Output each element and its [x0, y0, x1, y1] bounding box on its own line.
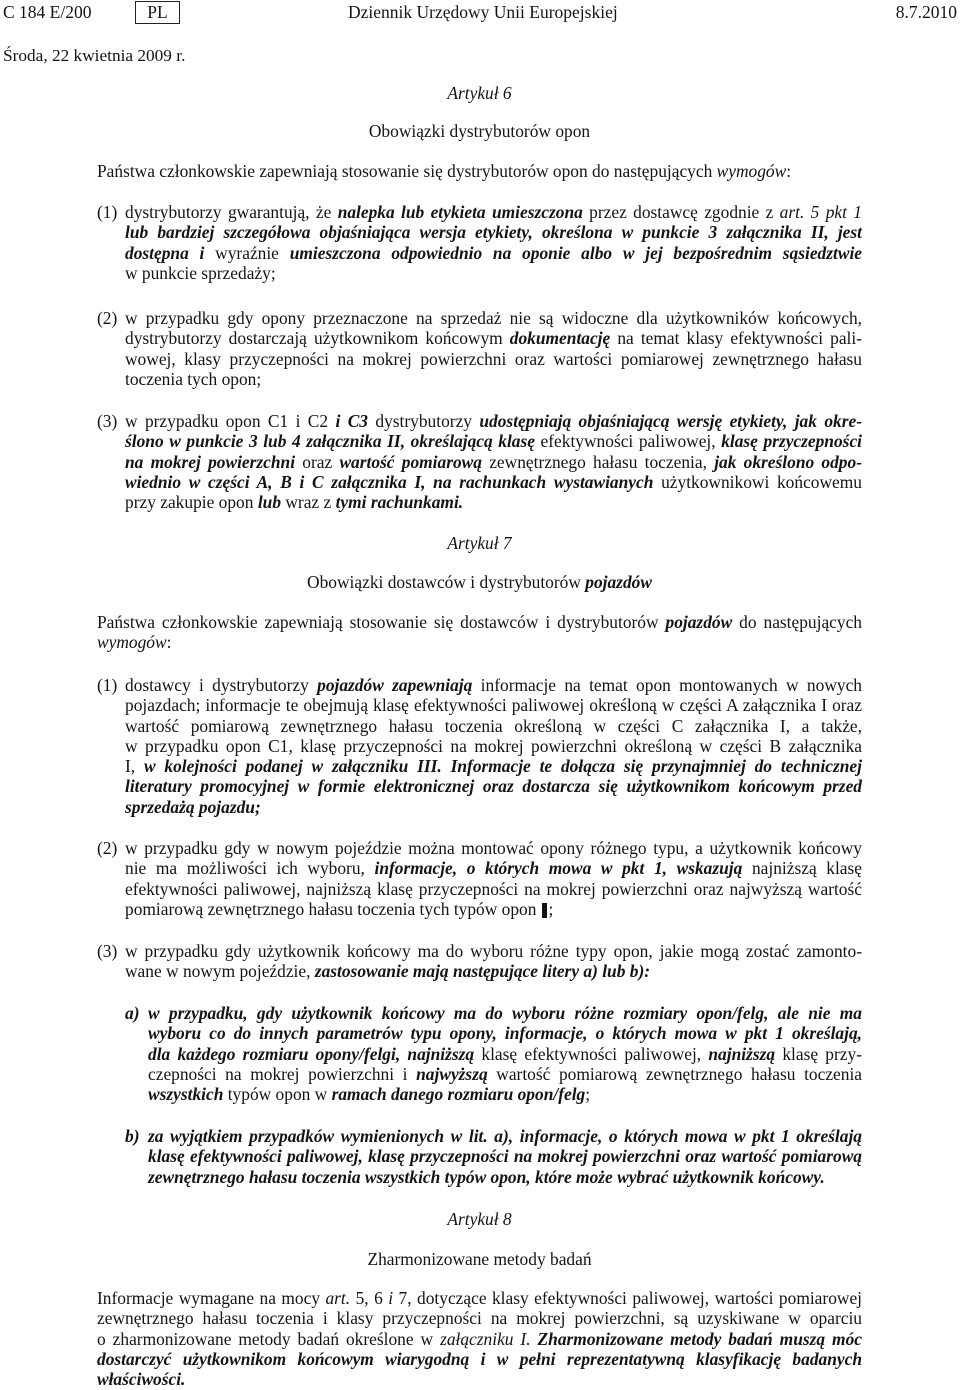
text-line [125, 675, 862, 695]
subitem-text [148, 1003, 862, 1104]
text-run: art. 5 pkt 1 [779, 202, 862, 222]
item-text [125, 308, 862, 389]
text-run: Państwa członkowskie zapewniają stosowanie się dystrybutorów opon do następujących [97, 161, 717, 181]
text-line [125, 328, 862, 348]
item-number: (2) [97, 838, 118, 858]
text-run: wymogów [97, 632, 167, 653]
text-run: w kolejności podanej w załączniku III. Informacje te dołącza się przynajmniej do technicznej [143, 756, 862, 777]
text-run: najniższą klasę [742, 858, 863, 879]
text-run: ; [585, 1084, 591, 1105]
text-run: w przypadku opon C1 i C2 [125, 411, 336, 431]
item-text [125, 202, 862, 283]
text-run: załączniku I. [440, 1328, 531, 1349]
text-run: wane w nowym pojeździe, [125, 961, 315, 982]
text-line [97, 1369, 862, 1389]
item-number: (1) [97, 675, 118, 695]
text-line [125, 411, 862, 431]
text-line [97, 121, 862, 141]
item-text [125, 411, 862, 512]
article-6-label: Artykuł 6 [447, 83, 512, 103]
item-number: (2) [97, 308, 118, 328]
text-line [148, 1126, 862, 1146]
text-run: I, [125, 756, 144, 777]
text-run: na temat klasy efektywności pali- [610, 328, 862, 349]
article-8-label: Artykuł 8 [447, 1209, 512, 1229]
text-run: oraz [295, 451, 340, 472]
text-line [125, 961, 862, 981]
text-line [97, 612, 862, 632]
text-line [148, 1146, 862, 1166]
text-line [97, 1249, 862, 1269]
text-run: ramach danego rozmiaru opon/felg [331, 1084, 586, 1105]
article-7-item-1 [97, 675, 862, 817]
article-6-item-2 [97, 308, 862, 389]
text-run: w punkcie sprzedaży; [125, 262, 276, 283]
text-run: w przypadku gdy opony przeznaczone na sprzedaż nie są widoczne dla użytkowników końcowych, [125, 308, 862, 328]
text-line [125, 243, 862, 263]
text-run: klasę przy- [775, 1043, 862, 1064]
text-run: i [388, 1288, 394, 1308]
text-line [125, 899, 862, 919]
journal-title: Dziennik Urzędowy Unii Europejskiej [348, 2, 618, 22]
text-line [125, 879, 862, 899]
text-run: zastosowanie mają następujące litery a) lub b): [314, 961, 651, 982]
text-run: pojazdów zapewniają [317, 675, 473, 695]
text-line [148, 1064, 862, 1084]
subitem-label: a) [125, 1003, 140, 1023]
text-run: jak określono odpo- [714, 451, 862, 472]
deletion-marker-icon [542, 903, 547, 918]
text-run: efektywności paliwowej, [534, 431, 722, 452]
text-run: udostępniają objaśniającą wersję etykiety, jak okre- [479, 411, 862, 431]
text-run: dokumentację [509, 328, 611, 349]
text-run: informacje, o których mowa w pkt 1, wskazują [374, 858, 743, 879]
article-7-subitem-a [125, 1003, 862, 1104]
text-run: przy zakupie opon [125, 492, 258, 513]
text-run: na mokrej powierzchni [125, 451, 296, 472]
text-run: nie ma możliwości ich wyboru, [125, 858, 375, 879]
text-line [125, 797, 862, 817]
text-run: lub [257, 492, 282, 513]
text-line [125, 263, 862, 283]
text-line [125, 349, 862, 369]
text-run: Informacje wymagane na mocy [97, 1288, 326, 1308]
text-run: Obowiązki dystrybutorów opon [368, 121, 591, 141]
subitem-text [148, 1126, 862, 1187]
item-number: (1) [97, 202, 118, 222]
text-run: umieszczona odpowiednio na oponie albo w jej bezpośrednim sąsiedztwie [289, 242, 862, 263]
text-run: do następujących [732, 612, 862, 632]
text-line [97, 632, 862, 652]
text-run: wartość pomiarową zewnętrznego hałasu toczenia [487, 1063, 862, 1084]
text-line [125, 369, 862, 389]
text-line [148, 1167, 862, 1187]
text-run: literatury promocyjnej w formie elektronicznej oraz dostarcza się użytkownikom końcowym przed [125, 776, 862, 797]
text-line [97, 1308, 862, 1328]
text-run: nalepka lub etykieta umieszczona [337, 202, 583, 222]
article-7-intro [97, 612, 862, 653]
text-run: najniższą [708, 1043, 776, 1064]
text-run: Państwa członkowskie zapewniają stosowanie się dostawców i dystrybutorów [97, 612, 666, 632]
text-line [125, 308, 862, 328]
text-run: pojazdów [665, 612, 733, 632]
text-run: wartość pomiarową [339, 451, 482, 472]
text-run: dystrybutorzy gwarantują, że [125, 202, 338, 222]
text-run: wraz z [281, 492, 336, 513]
text-run: wartość pomiarową zewnętrznego hałasu toczenia określoną w części C załącznika I, a także, [125, 715, 862, 736]
text-run: w przypadku, gdy użytkownik końcowy ma do wyboru różne rozmiary opon/felg, ale nie ma [148, 1003, 862, 1023]
text-run: efektywności paliwowej, najniższą klasę przyczepności na mokrej powierzchni oraz najwyższą wartość [125, 878, 862, 899]
text-run: wowej, klasy przyczepności na mokrej powierzchni oraz wartości pomiarowej zewnętrznego hałasu [125, 348, 862, 369]
text-run: o zharmonizowane metody badań określone w [97, 1328, 441, 1349]
text-line [97, 1349, 862, 1369]
text-run: klasę przyczepności [721, 431, 862, 452]
text-run: tymi rachunkami. [335, 492, 464, 513]
text-run: dostępna i [125, 242, 205, 263]
article-6-item-1 [97, 202, 862, 283]
text-run: : [786, 161, 792, 181]
text-line [148, 1023, 862, 1043]
text-line [125, 492, 862, 512]
text-run: dystrybutorzy dostarczają użytkownikom końcowym [125, 328, 510, 349]
text-run: art. [325, 1288, 351, 1308]
item-number: (3) [97, 411, 118, 431]
article-7-item-3 [97, 941, 862, 982]
text-run: Zharmonizowane metody badań muszą móc [530, 1328, 862, 1349]
article-6-intro [97, 161, 862, 181]
item-text [125, 838, 862, 919]
text-run: lub bardziej szczegółowa objaśniająca wersja etykiety, określona w punkcie 3 załącznika II, jest [125, 222, 862, 243]
text-run: klasę efektywności paliwowej, [474, 1043, 709, 1064]
article-8-paragraph [97, 1288, 862, 1389]
text-run: pomiarową zewnętrznego hałasu toczenia tych typów opon [125, 898, 537, 919]
sitting-date: Środa, 22 kwietnia 2009 r. [3, 46, 186, 65]
text-run: informacje na temat opon montowanych w nowych [472, 675, 862, 695]
text-run: sprzedażą pojazdu; [125, 796, 261, 817]
text-run: zewnętrznego hałasu toczenia, [481, 451, 715, 472]
article-7-item-2 [97, 838, 862, 919]
text-run: toczenia tych opon; [125, 368, 262, 389]
publication-date: 8.7.2010 [895, 2, 957, 22]
text-line [148, 1003, 862, 1023]
text-run: dostawcy i dystrybutorzy [125, 675, 318, 695]
subitem-label: b) [125, 1126, 140, 1146]
item-text [125, 941, 862, 982]
text-line [125, 776, 862, 796]
text-line [125, 756, 862, 776]
text-run: dla każdego rozmiaru opony/felgi, najniższą [148, 1043, 475, 1064]
text-line [97, 161, 862, 181]
text-run: ślono w punkcie 3 lub 4 załącznika II, określającą klasę [125, 431, 535, 452]
text-line [125, 202, 862, 222]
text-run: wiednio w części A, B i C załącznika I, na rachunkach wystawianych [125, 471, 654, 492]
text-run: w przypadku opon C1, klasę przyczepności na mokrej powierzchni określoną w części B załącznika [125, 735, 862, 756]
text-line [125, 472, 862, 492]
text-run: pojazdach; informacje te obejmują klasę efektywności paliwowej określoną w części A załącznika I oraz [125, 695, 862, 716]
article-8-heading [97, 1249, 862, 1269]
text-run: : [166, 632, 172, 653]
text-run: przez dostawcę zgodnie z [582, 202, 780, 222]
article-6-item-3 [97, 411, 862, 512]
text-line [148, 1044, 862, 1064]
text-line [125, 222, 862, 242]
text-run: Zharmonizowane metody badań [367, 1249, 592, 1269]
text-line [125, 941, 862, 961]
item-text [125, 675, 862, 817]
text-run: za wyjątkiem przypadków wymienionych w lit. a), informacje, o których mowa w pkt 1 określają [148, 1126, 862, 1146]
text-run: w przypadku gdy użytkownik końcowy ma do wyboru różne typy opon, jakie mogą zostać zamonto- [125, 941, 862, 961]
text-line [148, 1084, 862, 1104]
text-run: zewnętrznego hałasu toczenia wszystkich typów opon, które może wybrać użytkownik końcowy. [148, 1166, 825, 1187]
text-line [97, 572, 862, 592]
text-run: najwyższą [416, 1063, 488, 1084]
text-line [125, 695, 862, 715]
page-reference: C 184 E/200 [3, 2, 92, 22]
text-line [97, 1329, 862, 1349]
article-7-label: Artykuł 7 [447, 533, 512, 553]
text-line [125, 736, 862, 756]
text-run: właściwości. [97, 1369, 186, 1390]
text-line [97, 1288, 862, 1308]
text-line [125, 452, 862, 472]
item-number: (3) [97, 941, 118, 961]
text-run: typów opon w [223, 1084, 332, 1105]
text-run: klasę efektywności paliwowej, klasę przyczepności na mokrej powierzchni oraz wartość pomiarową [148, 1146, 862, 1167]
text-run: w przypadku gdy w nowym pojeździe można montować opony różnego typu, a użytkownik końcowy [125, 838, 862, 858]
text-run: wyraźnie [204, 242, 290, 263]
text-line [125, 838, 862, 858]
article-6-heading [97, 121, 862, 141]
text-run: Obowiązki dostawców i dystrybutorów [307, 572, 586, 592]
text-run: czepności na mokrej powierzchni i [148, 1063, 417, 1084]
text-run: wyboru co do innych parametrów typu opony, informacje, o których mowa w pkt 1 określają, [148, 1023, 862, 1044]
language-badge: PL [135, 1, 180, 24]
text-line [125, 431, 862, 451]
text-run: 7, dotyczące klasy efektywności paliwowej, wartości pomiarowej [393, 1288, 862, 1308]
article-7-subitem-b [125, 1126, 862, 1187]
text-run: wymogów [716, 161, 787, 181]
text-run: ; [548, 898, 554, 919]
text-line [125, 716, 862, 736]
text-run: zewnętrznego hałasu toczenia i klasy przyczepności na mokrej powierzchni, są uzyskiwane w oparciu [97, 1308, 862, 1329]
text-line [125, 858, 862, 878]
text-run: wszystkich [148, 1084, 224, 1105]
text-run: 5, 6 [350, 1288, 389, 1308]
article-7-heading [97, 572, 862, 592]
text-run: dostarczyć użytkownikom końcowym wiarygodną i w pełni reprezentatywną klasyfikację badanych [97, 1348, 862, 1369]
text-run: użytkownikowi końcowemu [653, 471, 862, 492]
text-run: dystrybutorzy [368, 411, 480, 431]
text-run: i C3 [335, 411, 368, 431]
text-run: pojazdów [585, 572, 652, 592]
